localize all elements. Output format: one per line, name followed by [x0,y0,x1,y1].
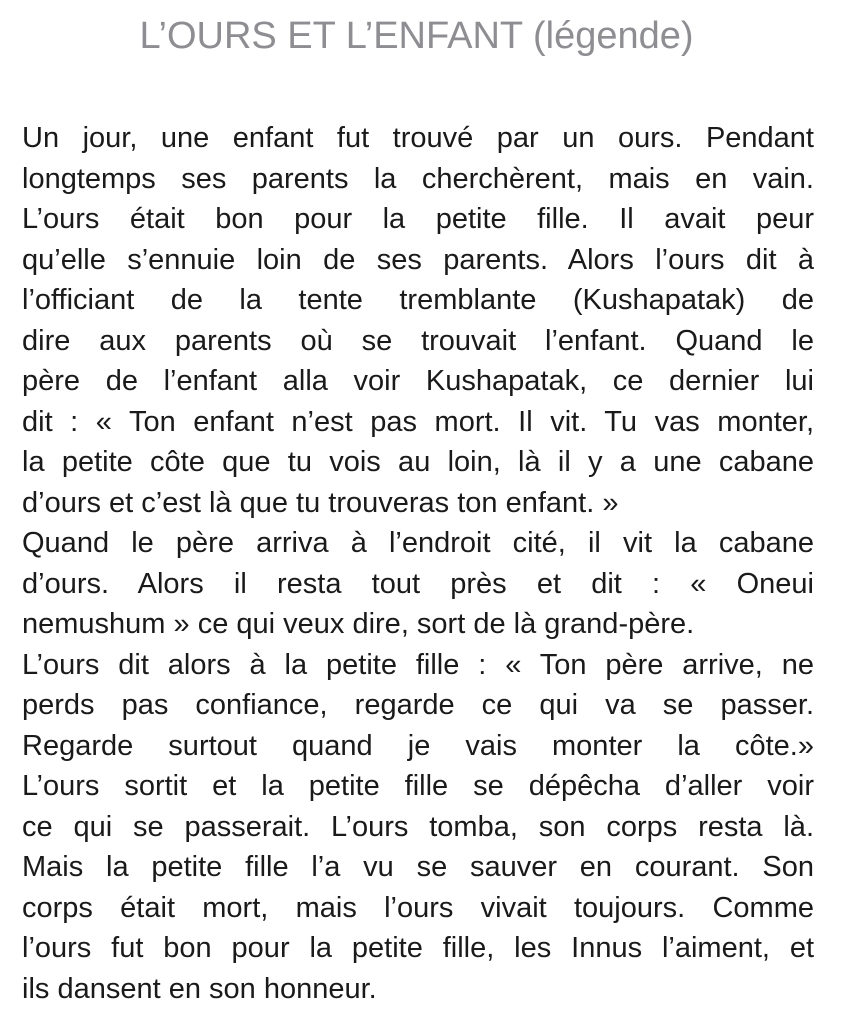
text-line: Un jour, une enfant fut trouvé par un ours. Pendant [22,122,814,154]
text-line: dit : « Ton enfant n’est pas mort. Il vit. Tu vas monter, [22,405,814,438]
text-line: Mais la petite fille l’a vu se sauver en courant. Son [22,851,814,883]
text-line: la petite côte que tu vois au loin, là il y a une cabane [22,446,814,478]
text-line: d’ours. Alors il resta tout près et dit : « Oneui [22,567,814,600]
text-line: d’ours et c’est là que tu trouveras ton enfant. » [22,486,619,519]
text-line: l’officiant de la tente tremblante (Kushapatak) de [22,284,814,316]
text-line: longtemps ses parents la cherchèrent, mais en vain. [22,162,814,195]
text-line: Regarde surtout quand je vais monter la côte.» [22,729,814,762]
text-line: nemushum » ce qui veux dire, sort de là grand-père. [22,608,695,640]
text-line: ils dansent en son honneur. [22,972,377,1005]
page-title: L’OURS ET L’ENFANT (légende) [139,15,694,57]
text-line: L’ours était bon pour la petite fille. Il avait peur [22,203,814,235]
text-line: père de l’enfant alla voir Kushapatak, ce dernier lui [22,365,814,397]
text-line: L’ours sortit et la petite fille se dépêcha d’aller voir [22,770,814,802]
text-line: perds pas confiance, regarde ce qui va se passer. [22,689,814,721]
legend-text [22,118,814,1009]
text-line: corps était mort, mais l’ours vivait toujours. Comme [22,891,814,924]
text-line: L’ours dit alors à la petite fille : « Ton père arrive, ne [22,648,814,681]
text-line: qu’elle s’ennuie loin de ses parents. Alors l’ours dit à [22,243,814,276]
text-line: Quand le père arriva à l’endroit cité, il vit la cabane [22,527,814,559]
text-line: l’ours fut bon pour la petite fille, les Innus l’aiment, et [22,932,814,964]
text-line: ce qui se passerait. L’ours tomba, son corps resta là. [22,810,814,843]
text-line: dire aux parents où se trouvait l’enfant. Quand le [22,324,814,357]
